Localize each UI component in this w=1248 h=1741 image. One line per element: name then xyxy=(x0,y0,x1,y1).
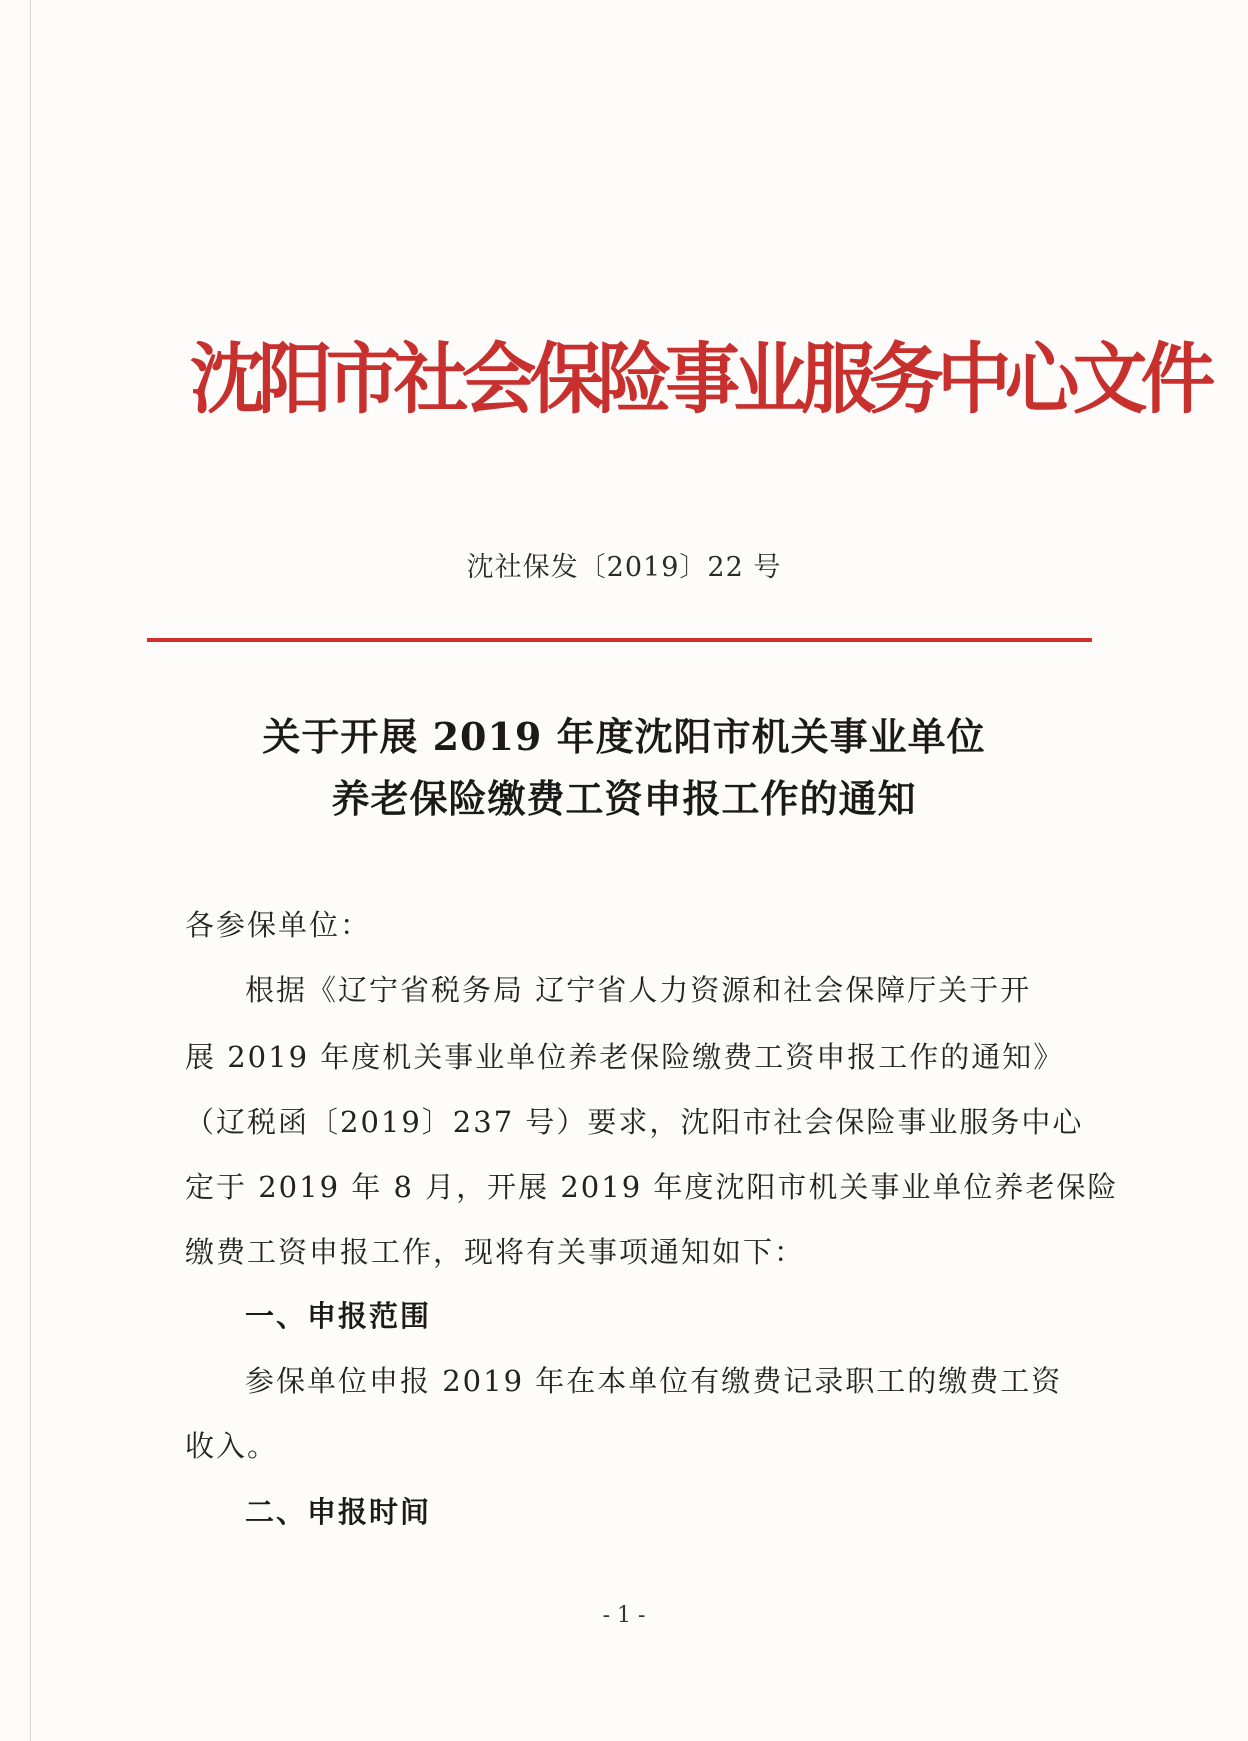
document-title-line-2: 养老保险缴费工资申报工作的通知 xyxy=(331,776,917,821)
section-1-text-line-1: 参保单位申报 2019 年在本单位有缴费记录职工的缴费工资 xyxy=(245,1364,1063,1398)
body-line-2: 展 2019 年度机关事业单位养老保险缴费工资申报工作的通知》 xyxy=(185,1040,1065,1074)
body-line-5: 缴费工资申报工作，现将有关事项通知如下： xyxy=(185,1235,806,1269)
section-1-text-line-2: 收入。 xyxy=(185,1429,279,1463)
body-line-4: 定于 2019 年 8 月，开展 2019 年度沈阳市机关事业单位养老保险 xyxy=(185,1170,1119,1204)
body-line-3: （辽税函〔2019〕237 号）要求，沈阳市社会保险事业服务中心 xyxy=(185,1105,1084,1139)
section-2-heading: 二、申报时间 xyxy=(245,1495,432,1529)
document-number: 沈社保发〔2019〕22 号 xyxy=(466,552,782,583)
page-edge xyxy=(30,0,31,1741)
salutation: 各参保单位： xyxy=(185,908,372,942)
section-1-heading: 一、申报范围 xyxy=(245,1299,432,1333)
body-line-1: 根据《辽宁省税务局 辽宁省人力资源和社会保障厅关于开 xyxy=(245,973,1032,1007)
red-divider-rule xyxy=(147,638,1092,642)
document-title-line-1: 关于开展 2019 年度沈阳市机关事业单位 xyxy=(262,714,986,759)
document-masthead: 沈阳市社会保险事业服务中心文件 xyxy=(190,336,1209,425)
page-number: - 1 - xyxy=(602,1603,646,1628)
